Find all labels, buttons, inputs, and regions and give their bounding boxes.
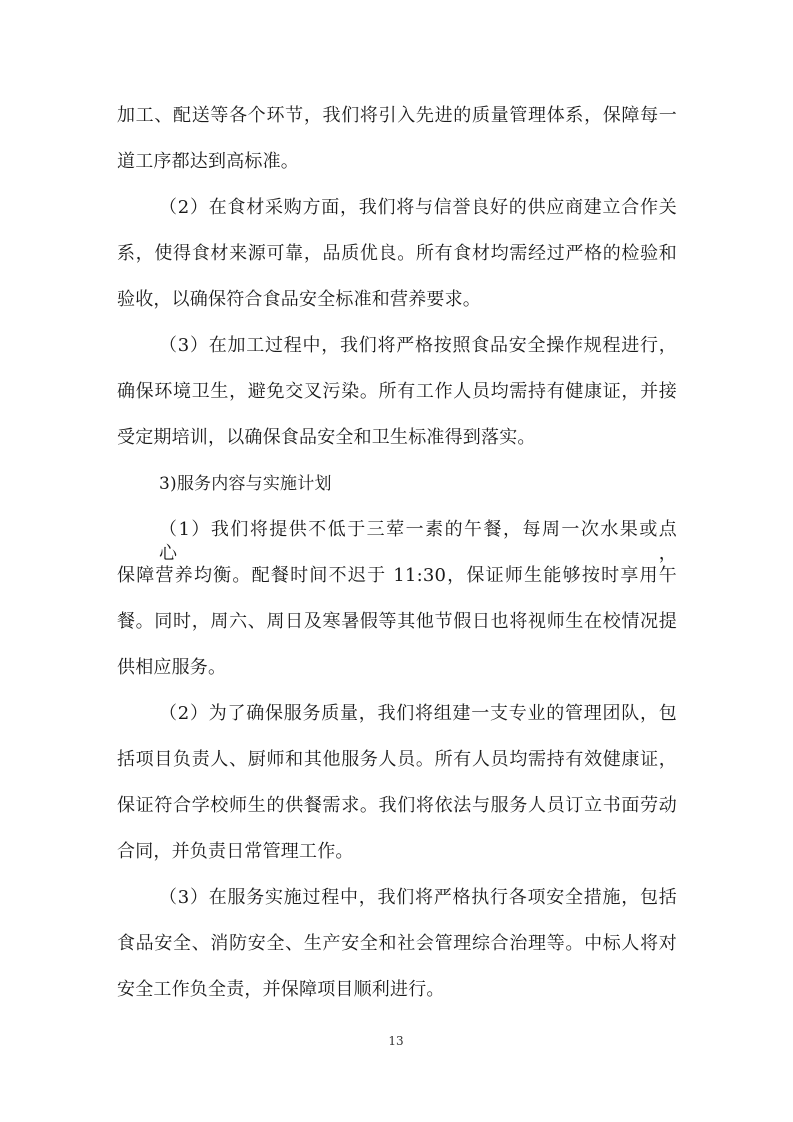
body-text-line: （2）在食材采购方面，我们将与信誉良好的供应商建立合作关 [159,197,677,218]
body-text-line: 安全工作负全责，并保障项目顺利进行。 [117,979,445,1000]
page-number: 13 [388,1034,404,1048]
section-heading: 3)服务内容与实施计划 [159,474,332,494]
body-text-line: 保证符合学校师生的供餐需求。我们将依法与服务人员订立书面劳动 [117,795,677,816]
body-text-line: 食品安全、消防安全、生产安全和社会管理综合治理等。中标人将对 [117,933,677,954]
body-text-line: 供相应服务。 [117,657,227,678]
body-text-line: 加工、配送等各个环节，我们将引入先进的质量管理体系，保障每一 [117,105,677,126]
body-text-line: （3）在加工过程中，我们将严格按照食品安全操作规程进行， [159,335,677,356]
body-text-line: 餐。同时，周六、周日及寒暑假等其他节假日也将视师生在校情况提 [117,611,677,632]
body-text-line: 受定期培训，以确保食品安全和卫生标准得到落实。 [117,427,536,448]
body-text-line: 验收，以确保符合食品安全标准和营养要求。 [117,289,481,310]
body-text-line: 合同，并负责日常管理工作。 [117,841,354,862]
body-text-line: 括项目负责人、厨师和其他服务人员。所有人员均需持有效健康证， [117,749,677,770]
body-text-line: 系，使得食材来源可靠，品质优良。所有食材均需经过严格的检验和 [117,243,677,264]
body-text-line: 保障营养均衡。配餐时间不迟于 11:30，保证师生能够按时享用午 [117,565,677,586]
body-text-line: 道工序都达到高标准。 [117,151,299,172]
body-text-line: （3）在服务实施过程中，我们将严格执行各项安全措施，包括 [159,887,677,908]
body-text-line: （1）我们将提供不低于三荤一素的午餐，每周一次水果或点心， [159,519,677,564]
body-text-line: （2）为了确保服务质量，我们将组建一支专业的管理团队，包 [159,703,677,724]
body-text-line: 确保环境卫生，避免交叉污染。所有工作人员均需持有健康证，并接 [117,381,677,402]
